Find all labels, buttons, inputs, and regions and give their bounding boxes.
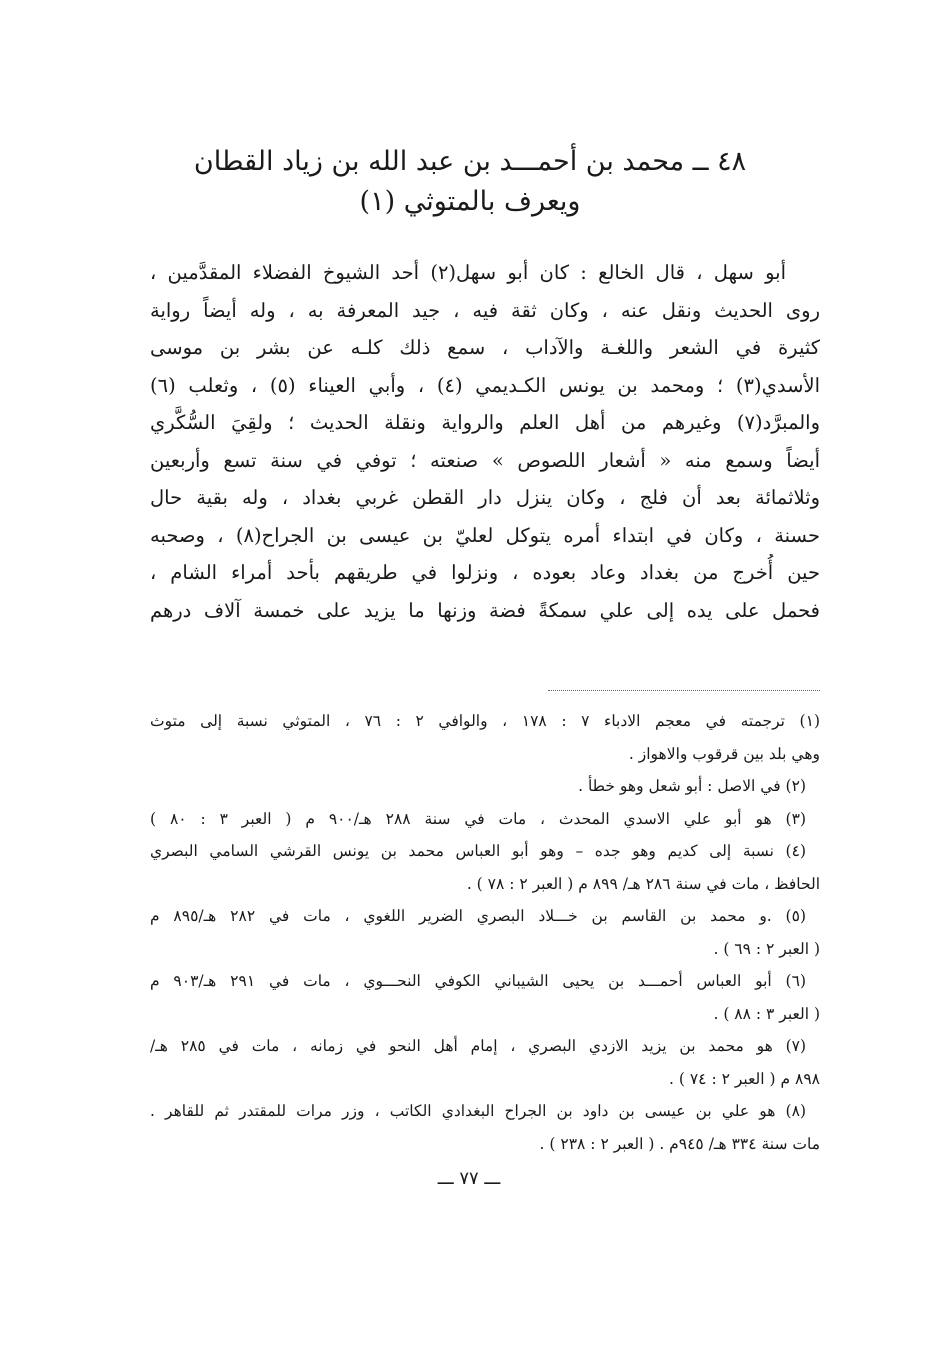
footnote-line: (٦) أبو العباس أحمـــد بن يحيى الشيباني الكوفي النحـــوي ، مات في ٢٩١ هـ/٩٠٣ م — [150, 972, 806, 990]
page-number: ـــ ٧٧ ـــ — [437, 1168, 501, 1189]
entry-subtitle: ويعرف بالمتوثي (١) — [359, 186, 581, 217]
body-line: حين أُخرج من بغداد وعاد بعوده ، ونزلوا في طريقهم بأحد أمراء الشام ، — [150, 561, 820, 584]
footnote-line: مات سنة ٣٣٤ هـ/ ٩٤٥م . ( العبر ٢ : ٢٣٨ ) . — [539, 1134, 820, 1153]
body-line: وثلاثمائة بعد أن فلج ، وكان ينزل دار القطن غربي بغداد ، وله بقية حال — [150, 486, 820, 509]
body-line: الأسدي(٣) ؛ ومحمد بن يونس الكـديمي (٤) ، وأبي العيناء (٥) ، وثعلب (٦) — [150, 373, 820, 397]
body-line: كثيرة في الشعر واللغـة والآداب ، سمع ذلك كلـه عن بشر بن موسى — [150, 336, 820, 359]
body-line: فحمل على يده إلى علي سمكةً فضة وزنها ما يزيد على خمسة آلاف درهم — [150, 598, 820, 622]
footnote-line: (٨) هو علي بن عيسى بن داود بن الجراح البغدادي الكاتب ، وزر مرات للمقتدر ثم للقاهر . — [150, 1102, 806, 1120]
body-line: روى الحديث ونقل عنه ، وكان ثقة فيه ، جيد المعرفة به ، وله أيضاً رواية — [150, 298, 820, 322]
footnote-separator — [548, 690, 820, 691]
footnote-line: (٢) في الاصل : أبو شعل وهو خطأ . — [578, 777, 806, 795]
footnote-line: وهي بلد بين قرقوب والاهواز . — [628, 744, 820, 763]
entry-heading — [150, 142, 790, 222]
footnote-line: (١) ترجمته في معجم الادباء ٧ : ١٧٨ ، والوافي ٢ : ٧٦ ، المتوثي نسبة إلى متوث — [150, 712, 820, 730]
footnote-line: الحافظ ، مات في سنة ٢٨٦ هـ/ ٨٩٩ م ( العبر ٢ : ٧٨ ) . — [466, 874, 820, 893]
entry-title: ٤٨ ــ محمد بن أحمـــد بن عبد الله بن زياد القطان — [193, 146, 747, 177]
body-line: أبو سهل ، قال الخالع : كان أبو سهل(٢) أحد الشيوخ الفضلاء المقدَّمين ، — [150, 261, 786, 284]
footnote-line: (٣) هو أبو علي الاسدي المحدث ، مات في سنة ٢٨٨ هـ/٩٠٠ م ( العبر ٣ : ٨٠ ) — [150, 809, 806, 828]
body-line: حسنة ، وكان في ابتداء أمره يتوكل لعليّ بن عيسى بن الجراح(٨) ، وصحبه — [150, 523, 820, 547]
footnote-line: (٥) .و محمد بن القاسم بن خـــلاد البصري الضرير اللغوي ، مات في ٢٨٢ هـ/٨٩٥ م — [150, 907, 806, 925]
body-line: والمبرَّد(٧) وغيرهم من أهل العلم والرواية ونقلة الحديث ؛ ولقِيَ السُّكَّري — [150, 411, 820, 434]
body-text — [150, 254, 820, 629]
footnote-line: (٤) نسبة إلى كديم وهو جده – وهو أبو العباس محمد بن يونس القرشي السامي البصري — [150, 842, 806, 860]
body-line: أيضاً وسمع منه « أشعار اللصوص » صنعته ؛ توفي في سنة تسع وأربعين — [150, 448, 820, 472]
footnote-line: ٨٩٨ م ( العبر ٢ : ٧٤ ) . — [669, 1069, 820, 1088]
footnote-line: ( العبر ٢ : ٦٩ ) . — [713, 939, 820, 958]
footnotes — [150, 705, 820, 1160]
footnote-line: ( العبر ٣ : ٨٨ ) . — [713, 1004, 820, 1023]
footnote-line: (٧) هو محمد بن يزيد الازدي البصري ، إمام أهل النحو في زمانه ، مات في ٢٨٥ هـ/ — [150, 1037, 807, 1055]
